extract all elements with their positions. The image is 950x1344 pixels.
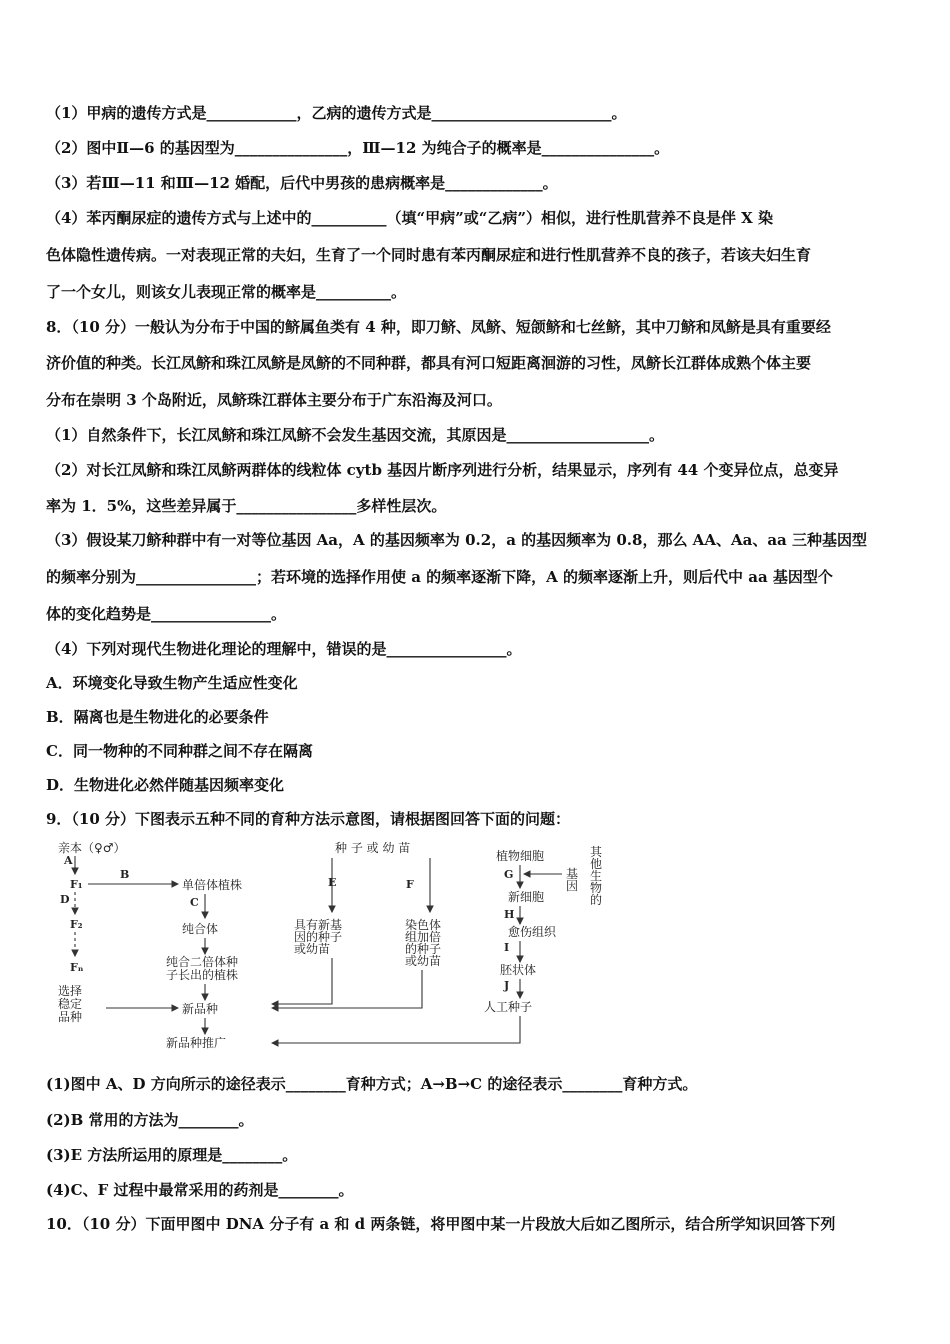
select-text-2: 稳定 (58, 997, 83, 1011)
other-text-1: 其 (590, 845, 603, 859)
q7-part4-line1: （4）苯丙酮尿症的遗传方式与上述中的__________（填“甲病”或“乙病”）相似，进行性肌营养不良是伴 X 染 (46, 209, 774, 227)
other-text-3: 生 (590, 869, 603, 883)
diploid-text-2: 子长出的植株 (166, 968, 239, 982)
plant-cell: 植物细胞 (496, 849, 545, 863)
label-b: B (120, 868, 130, 881)
diploid-text-1: 纯合二倍体种 (166, 955, 239, 969)
q9-part1: (1)图中 A、D 方向所示的途径表示________育种方式；A→B→C 的途径表示________育种方式。 (46, 1075, 698, 1093)
breeding-methods-diagram (50, 838, 640, 1053)
q8-part3-line1: （3）假设某刀鲚种群中有一对等位基因 Aa，A 的基因频率为 0.2，a 的基因频率为 0.8，那么 AA、Aa、aa 三种基因型 (46, 531, 867, 549)
label-f: F (406, 878, 414, 891)
label-d: D (60, 893, 70, 906)
haploid-plant: 单倍体植株 (182, 878, 243, 892)
label-g: G (504, 868, 514, 881)
q9-part3: (3)E 方法所运用的原理是________。 (46, 1146, 298, 1164)
gene-text-2: 因 (566, 879, 579, 893)
parent-label: 亲本（♀♂） (58, 841, 126, 855)
label-a: A (64, 854, 73, 867)
q8-stem-line1: 8．（10 分）一般认为分布于中国的鲚属鱼类有 4 种，即刀鲚、凤鲚、短颌鲚和七丝鲚，其中刀鲚和凤鲚是具有重要经 (46, 318, 831, 336)
select-text-3: 品种 (58, 1010, 83, 1024)
q7-part3: （3）若Ⅲ—11 和Ⅲ—12 婚配，后代中男孩的患病概率是_____________。 (46, 174, 558, 192)
q8-stem-line3: 分布在崇明 3 个岛附近，凤鲚珠江群体主要分布于广东沿海及河口。 (46, 391, 502, 409)
other-text-2: 他 (590, 857, 603, 871)
other-text-5: 的 (590, 893, 603, 907)
q8-stem-line2: 济价值的种类。长江凤鲚和珠江凤鲚是凤鲚的不同种群，都具有河口短距离洄游的习性，凤鲚长江群体成熟个体主要 (46, 354, 812, 372)
q8-part3-line3: 体的变化趋势是________________。 (46, 605, 287, 623)
new-gene-text-2: 因的种子 (294, 930, 343, 944)
gene-text-1: 基 (566, 867, 579, 881)
new-cell: 新细胞 (508, 890, 545, 904)
chrom-text-3: 的种子 (405, 942, 442, 956)
label-j: J (504, 979, 510, 992)
pure-line: 纯合体 (182, 922, 219, 936)
label-i: I (504, 941, 510, 954)
label-f1: F₁ (70, 878, 83, 891)
q7-part1: （1）甲病的遗传方式是____________，乙病的遗传方式是________________________。 (46, 104, 627, 122)
artificial-seed: 人工种子 (484, 1000, 533, 1014)
q8-part2-line1: （2）对长江凤鲚和珠江凤鲚两群体的线粒体 cytb 基因片断序列进行分析，结果显示，序列有 44 个变异位点，总变异 (46, 461, 839, 479)
label-f2: F₂ (70, 918, 83, 931)
label-h: H (504, 908, 515, 921)
chrom-text-4: 或幼苗 (405, 954, 442, 968)
q7-part4-line3: 了一个女儿，则该女儿表现正常的概率是__________。 (46, 283, 407, 301)
q9-part2: (2)B 常用的方法为________。 (46, 1111, 254, 1129)
label-c: C (190, 896, 199, 909)
callus: 愈伤组织 (508, 925, 557, 939)
new-variety: 新品种 (182, 1002, 219, 1016)
q8-part1: （1）自然条件下，长江凤鲚和珠江凤鲚不会发生基因交流，其原因是___________________。 (46, 426, 664, 444)
q8-part4: （4）下列对现代生物进化理论的理解中，错误的是________________。 (46, 640, 522, 658)
q7-part2: （2）图中Ⅱ—6 的基因型为_______________，Ⅲ—12 为纯合子的概率是_______________。 (46, 139, 670, 157)
q8-part3-line2: 的频率分别为________________；若环境的选择作用使 a 的频率逐渐下降，A 的频率逐渐上升，则后代中 aa 基因型个 (46, 568, 833, 586)
new-gene-text-1: 具有新基 (294, 918, 343, 932)
option-d: D．生物进化必然伴随基因频率变化 (46, 776, 285, 794)
option-a: A．环境变化导致生物产生适应性变化 (46, 674, 298, 692)
q8-part2-line2: 率为 1．5%，这些差异属于________________多样性层次。 (46, 497, 447, 515)
q9-part4: (4)C、F 过程中最常采用的药剂是________。 (46, 1181, 354, 1199)
select-text-1: 选择 (58, 984, 83, 998)
seed-or-seedling: 种 子 或 幼 苗 (335, 841, 411, 855)
label-e: E (328, 876, 337, 889)
q10-stem: 10．（10 分）下面甲图中 DNA 分子有 a 和 d 两条链，将甲图中某一片段放大后如乙图所示，结合所学知识回答下列 (46, 1215, 836, 1233)
q9-stem: 9．（10 分）下图表示五种不同的育种方法示意图，请根据图回答下面的问题： (46, 810, 571, 828)
chrom-text-1: 染色体 (405, 918, 442, 932)
q7-part4-line2: 色体隐性遗传病。一对表现正常的夫妇，生育了一个同时患有苯丙酮尿症和进行性肌营养不良的孩子，若该夫妇生育 (46, 246, 812, 264)
chrom-text-2: 组加倍 (405, 930, 442, 944)
variety-promotion: 新品种推广 (166, 1036, 227, 1050)
embryoid: 胚状体 (500, 963, 537, 977)
other-text-4: 物 (590, 881, 603, 895)
label-fn: Fₙ (70, 961, 84, 974)
option-c: C．同一物种的不同种群之间不存在隔离 (46, 742, 313, 760)
new-gene-text-3: 或幼苗 (294, 942, 331, 956)
option-b: B．隔离也是生物进化的必要条件 (46, 708, 269, 726)
